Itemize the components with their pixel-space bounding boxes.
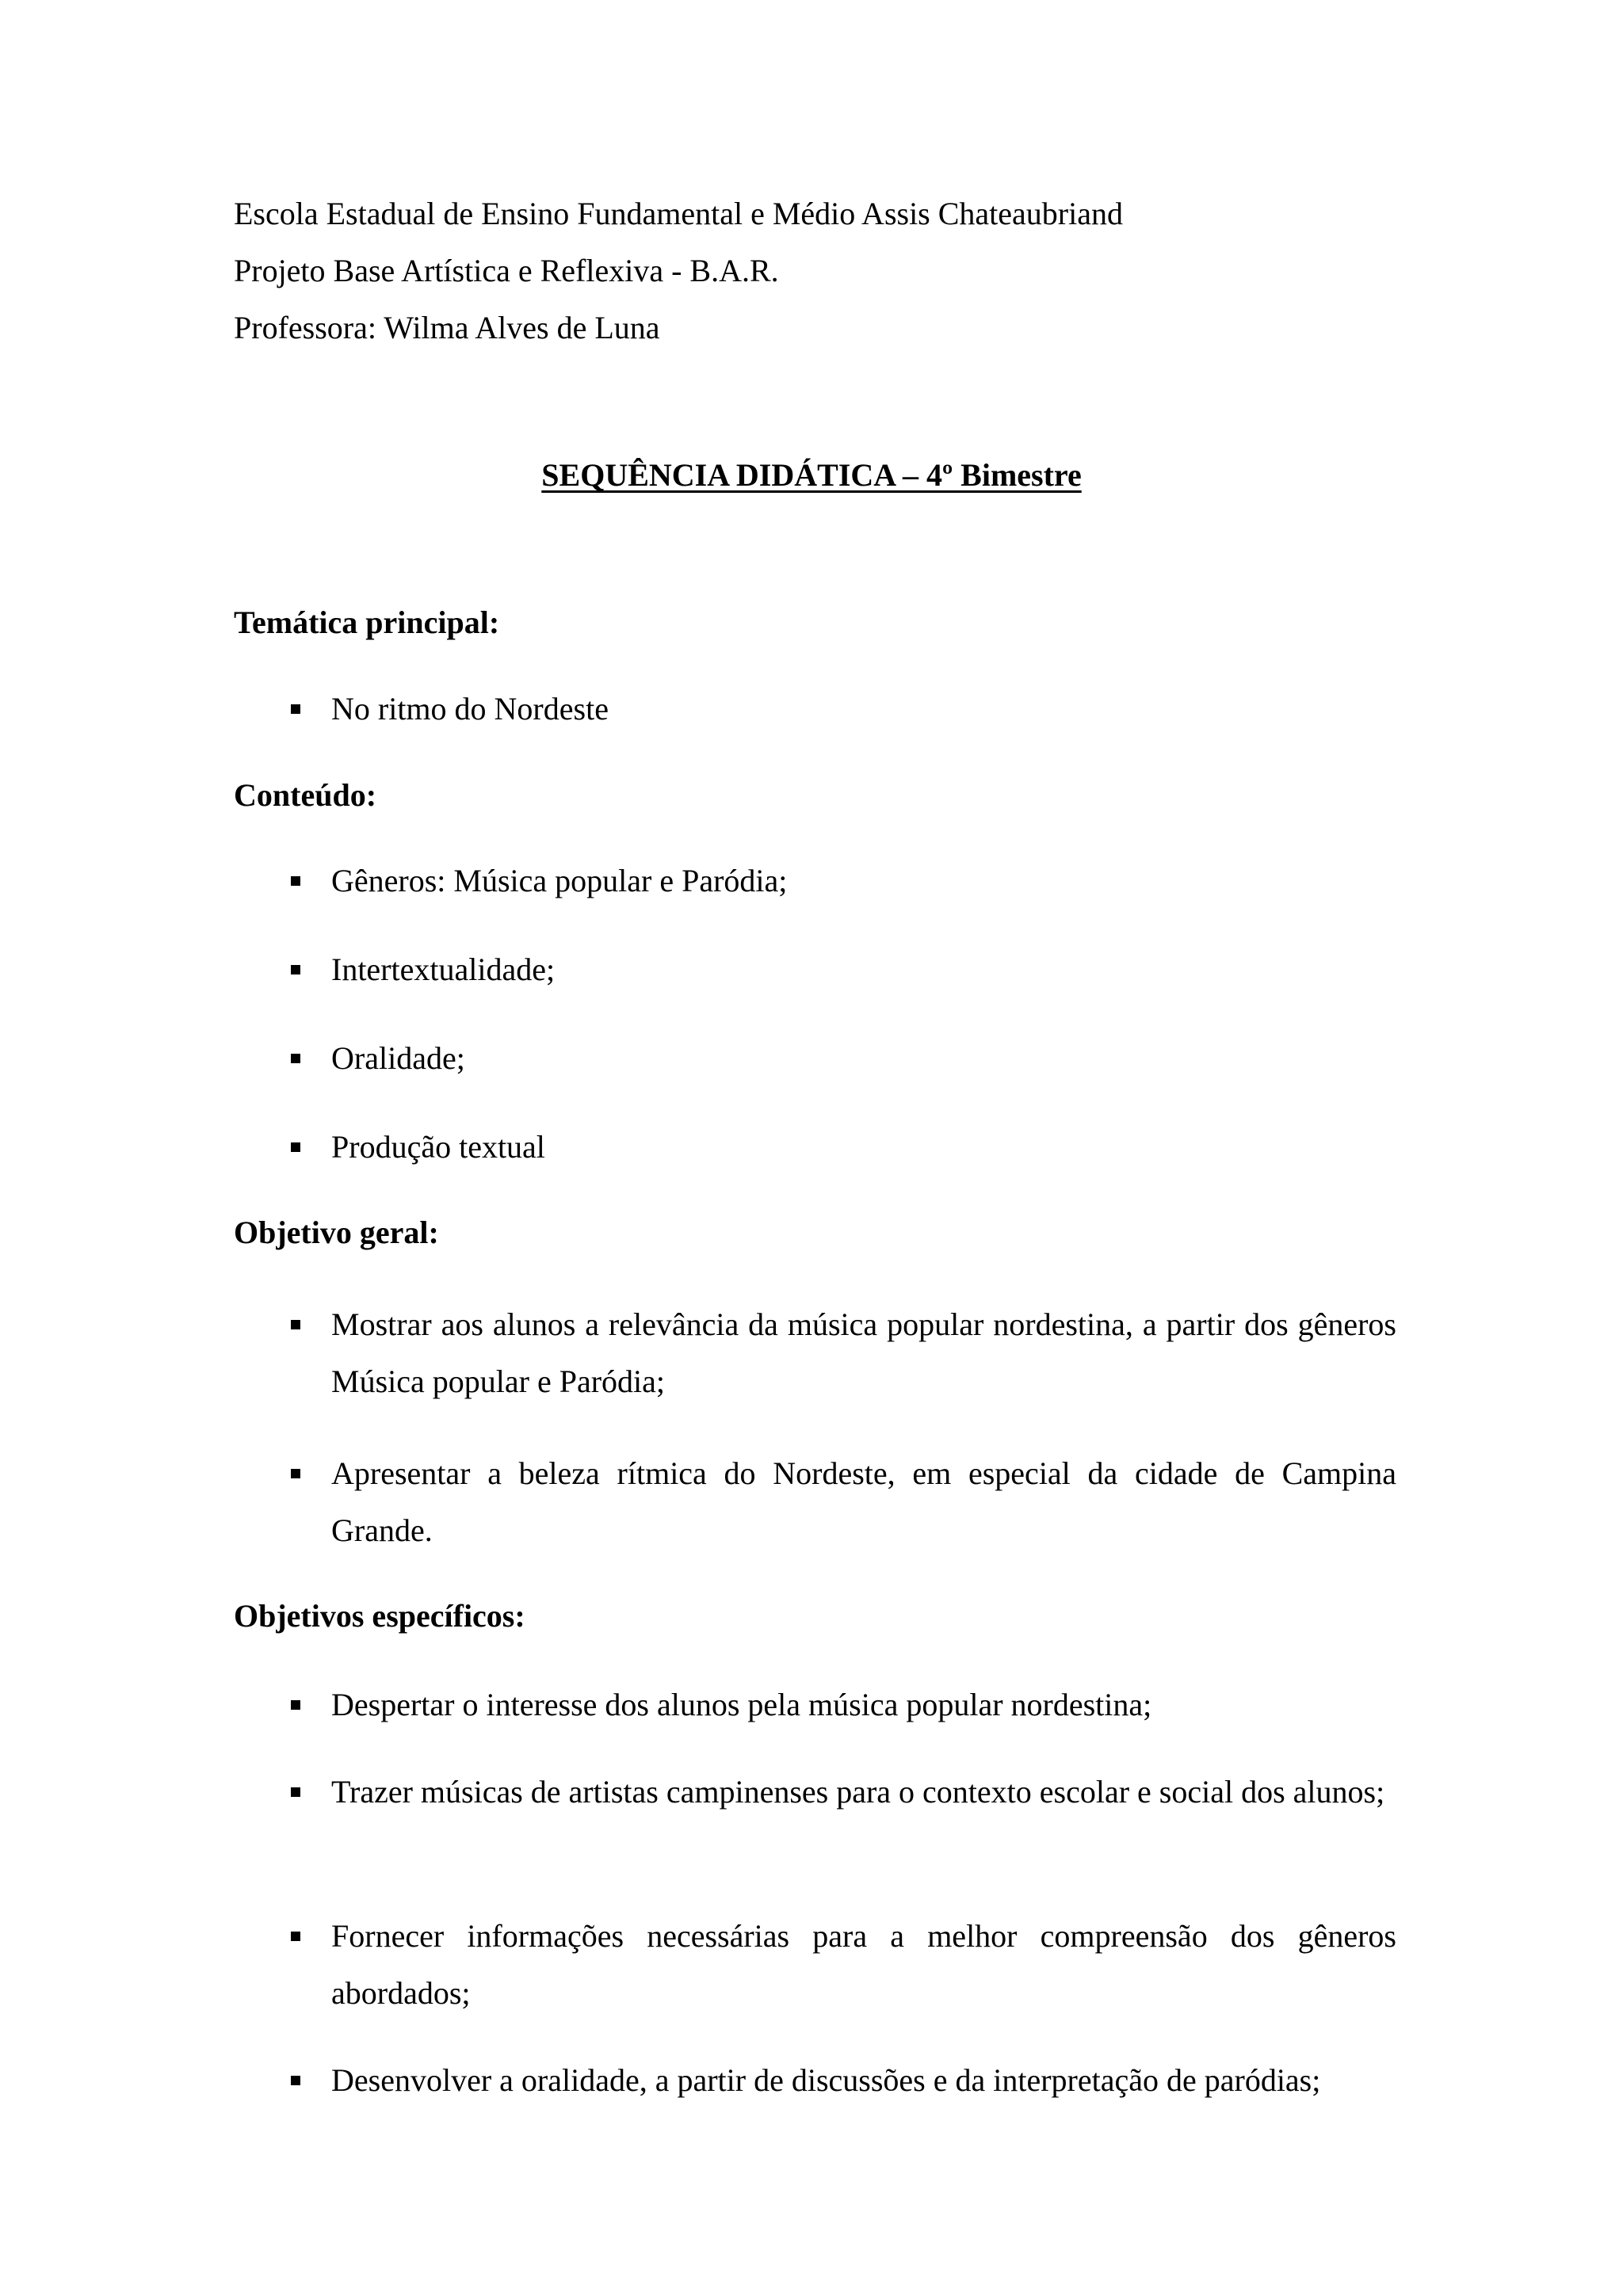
bullet-square-icon [291, 1142, 300, 1152]
page-title: SEQUÊNCIA DIDÁTICA – 4º Bimestre [541, 457, 1082, 493]
bullet-square-icon [291, 1054, 300, 1063]
list-item: Despertar o interesse dos alunos pela música popular nordestina; [331, 1687, 1152, 1722]
project-name: Projeto Base Artística e Reflexiva - B.A.R. [234, 253, 779, 288]
list-item: Apresentar a beleza rítmica do Nordeste, em especial da cidade de Campina Grande. [331, 1455, 1396, 1548]
bullet-square-icon [291, 876, 300, 886]
bullet-square-icon [291, 704, 300, 714]
list-item: Fornecer informações necessárias para a melhor compreensão dos gêneros abordados; [331, 1918, 1396, 2011]
school-name: Escola Estadual de Ensino Fundamental e Médio Assis Chateaubriand [234, 196, 1123, 231]
list-item: Trazer músicas de artistas campinenses para o contexto escolar e social dos alunos; [331, 1774, 1385, 1810]
list-item: Produção textual [331, 1129, 545, 1165]
bullet-square-icon [291, 1469, 300, 1478]
list-item: Desenvolver a oralidade, a partir de discussões e da interpretação de paródias; [331, 2062, 1321, 2098]
bullet-square-icon [291, 2076, 300, 2085]
bullet-square-icon [291, 1700, 300, 1710]
teacher-name: Professora: Wilma Alves de Luna [234, 310, 660, 345]
bullet-square-icon [291, 1787, 300, 1797]
bullet-square-icon [291, 1320, 300, 1329]
section-heading-objetivo-geral: Objetivo geral: [234, 1215, 439, 1250]
section-heading-conteudo: Conteúdo: [234, 777, 377, 813]
bullet-square-icon [291, 1932, 300, 1941]
section-heading-objetivos-especificos: Objetivos específicos: [234, 1598, 525, 1634]
section-heading-tematica: Temática principal: [234, 605, 500, 640]
list-item: Gêneros: Música popular e Paródia; [331, 863, 788, 898]
list-item: Oralidade; [331, 1040, 465, 1076]
bullet-square-icon [291, 965, 300, 974]
list-item: Mostrar aos alunos a relevância da música popular nordestina, a partir dos gêneros Música popular e Paródia; [331, 1306, 1396, 1399]
list-item: Intertextualidade; [331, 952, 556, 987]
list-item: No ritmo do Nordeste [331, 691, 609, 727]
